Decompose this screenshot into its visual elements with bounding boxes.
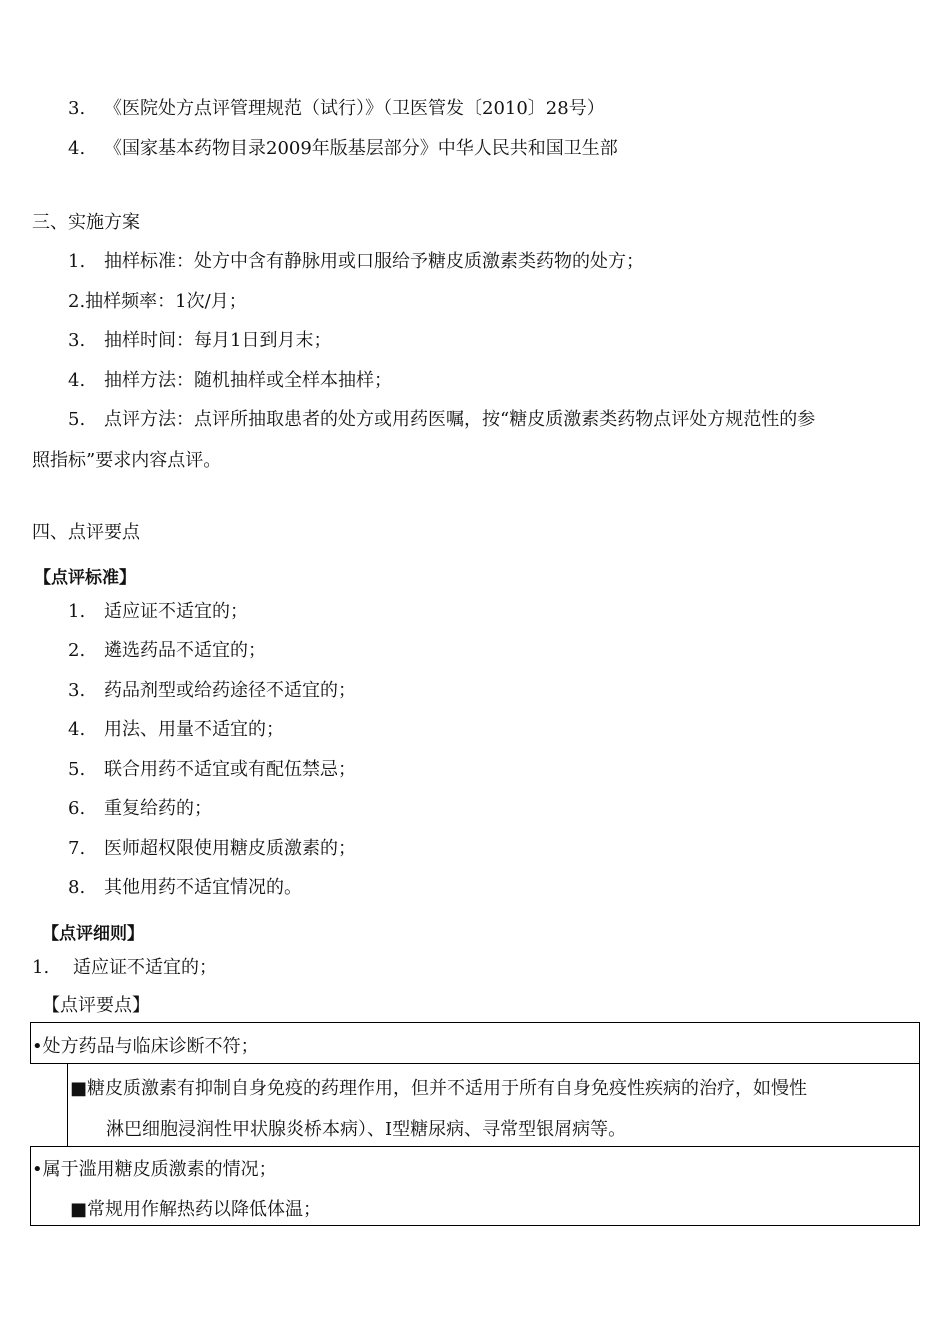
standard-item: 5. 联合用药不适宜或有配伍禁忌； — [68, 759, 356, 780]
points-heading: 【点评要点】 — [42, 995, 150, 1016]
reference-number: 3. — [68, 98, 86, 119]
table-row-3-text: •属于滥用糖皮质激素的情况； — [32, 1159, 277, 1180]
section-3-item-2: 2.抽样频率：1次/月； — [68, 291, 247, 312]
table-row-2-line-2: 淋巴细胞浸润性甲状腺炎桥本病）、I型糖尿病、寻常型银屑病等。 — [106, 1119, 627, 1140]
standard-item: 1. 适应证不适宜的； — [68, 601, 248, 622]
section-4-title: 四、点评要点 — [32, 522, 140, 543]
standard-item: 4. 用法、用量不适宜的； — [68, 719, 284, 740]
section-3-item-5-continued: 照指标”要求内容点评。 — [32, 450, 222, 471]
section-3-item-5: 5. 点评方法：点评所抽取患者的处方或用药医嘱，按“糖皮质激素类药物点评处方规范性的参 — [68, 409, 816, 430]
detail-item-1: 1. 适应证不适宜的； — [32, 957, 217, 978]
standard-item: 2. 遴选药品不适宜的； — [68, 640, 266, 661]
reference-item-3 — [68, 97, 605, 121]
section-3-title: 三、实施方案 — [32, 212, 140, 233]
standard-item: 6. 重复给药的； — [68, 798, 212, 819]
standard-item: 3. 药品剂型或给药途径不适宜的； — [68, 680, 356, 701]
reference-number: 4. — [68, 138, 86, 159]
standard-item: 8. 其他用药不适宜情况的。 — [68, 877, 302, 898]
section-3-item-1: 1. 抽样标准：处方中含有静脉用或口服给予糖皮质激素类药物的处方； — [68, 251, 644, 272]
standard-heading: 【点评标准】 — [34, 568, 136, 588]
table-row-2-indent-border — [67, 1063, 68, 1147]
table-row-4-text: ■常规用作解热药以降低体温； — [70, 1199, 322, 1220]
table-row-1-text: •处方药品与临床诊断不符； — [32, 1036, 259, 1057]
reference-text: 《医院处方点评管理规范（试行）》（卫医管发〔2010〕28号） — [104, 98, 605, 119]
detail-heading: 【点评细则】 — [42, 924, 144, 944]
section-3-item-4: 4. 抽样方法：随机抽样或全样本抽样； — [68, 370, 392, 391]
reference-text: 《国家基本药物目录2009年版基层部分》中华人民共和国卫生部 — [104, 138, 618, 159]
standard-item: 7. 医师超权限使用糖皮质激素的； — [68, 838, 356, 859]
section-3-item-3: 3. 抽样时间：每月1日到月末； — [68, 330, 332, 351]
reference-item-4 — [68, 137, 618, 161]
table-row-2-line-1: ■糖皮质激素有抑制自身免疫的药理作用，但并不适用于所有自身免疫性疾病的治疗，如慢性 — [70, 1078, 808, 1099]
